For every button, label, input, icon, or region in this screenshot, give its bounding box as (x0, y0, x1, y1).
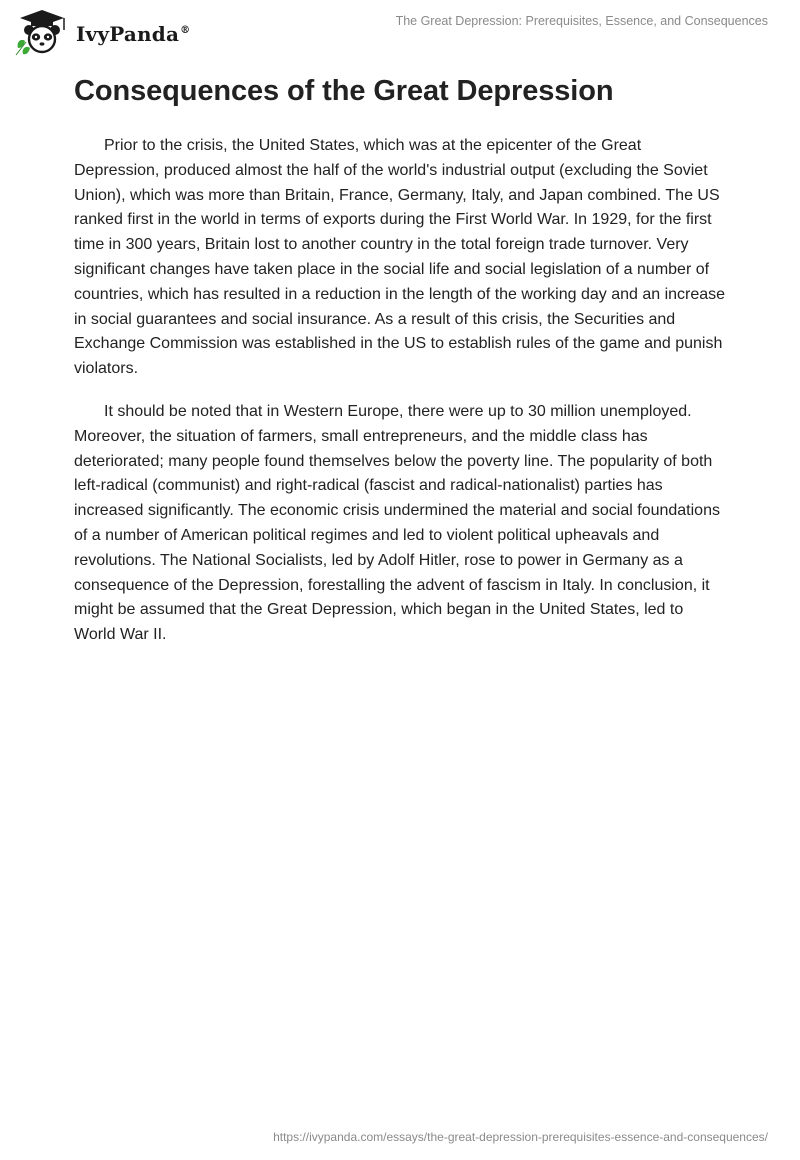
paragraph: Prior to the crisis, the United States, which was at the epicenter of the Great Depression, produced almost the half of the world's industrial output (excluding the Soviet Union), which was more than Britain, France, Germany, Italy, and Japan combined. The US ranked first in the world in terms of exports during the First World War. In 1929, for the first time in 300 years, Britain lost to another country in the total foreign trade turnover. Very significant changes have taken place in the social life and social legislation of a number of countries, which has resulted in a reduction in the length of the working day and an increase in social guarantees and social insurance. As a result of this crisis, the Securities and Exchange Commission was established in the US to establish rules of the game and punish violators. (74, 137, 726, 378)
brand-name (76, 22, 190, 46)
essay-body (74, 72, 726, 666)
paragraph: It should be noted that in Western Europe, there were up to 30 million unemployed. Moreover, the situation of farmers, small entrepreneurs, and the middle class has deteriorated; many people found themselves below the poverty line. The popularity of both left-radical (communist) and right-radical (fascist and radical-nationalist) parties has increased significantly. The economic crisis undermined the material and social foundations of a number of American political regimes and led to violent political upheavals and revolutions. The National Socialists, led by Adolf Hitler, rose to power in Germany as a consequence of the Depression, forestalling the advent of fascism in Italy. In conclusion, it might be assumed that the Great Depression, which began in the United States, led to World War II. (74, 402, 720, 644)
page-header (0, 0, 800, 60)
document-title: The Great Depression: Prerequisites, Essence, and Consequences (395, 14, 768, 28)
section-heading: Consequences of the Great Depression (74, 75, 614, 107)
source-url[interactable]: https://ivypanda.com/essays/the-great-depression-prerequisites-essence-and-consequences/ (273, 1130, 768, 1144)
registered-mark: ® (180, 25, 191, 37)
panda-graduate-icon (14, 8, 70, 56)
brand-text: IvyPanda (76, 22, 180, 46)
ivypanda-logo[interactable] (14, 8, 190, 56)
